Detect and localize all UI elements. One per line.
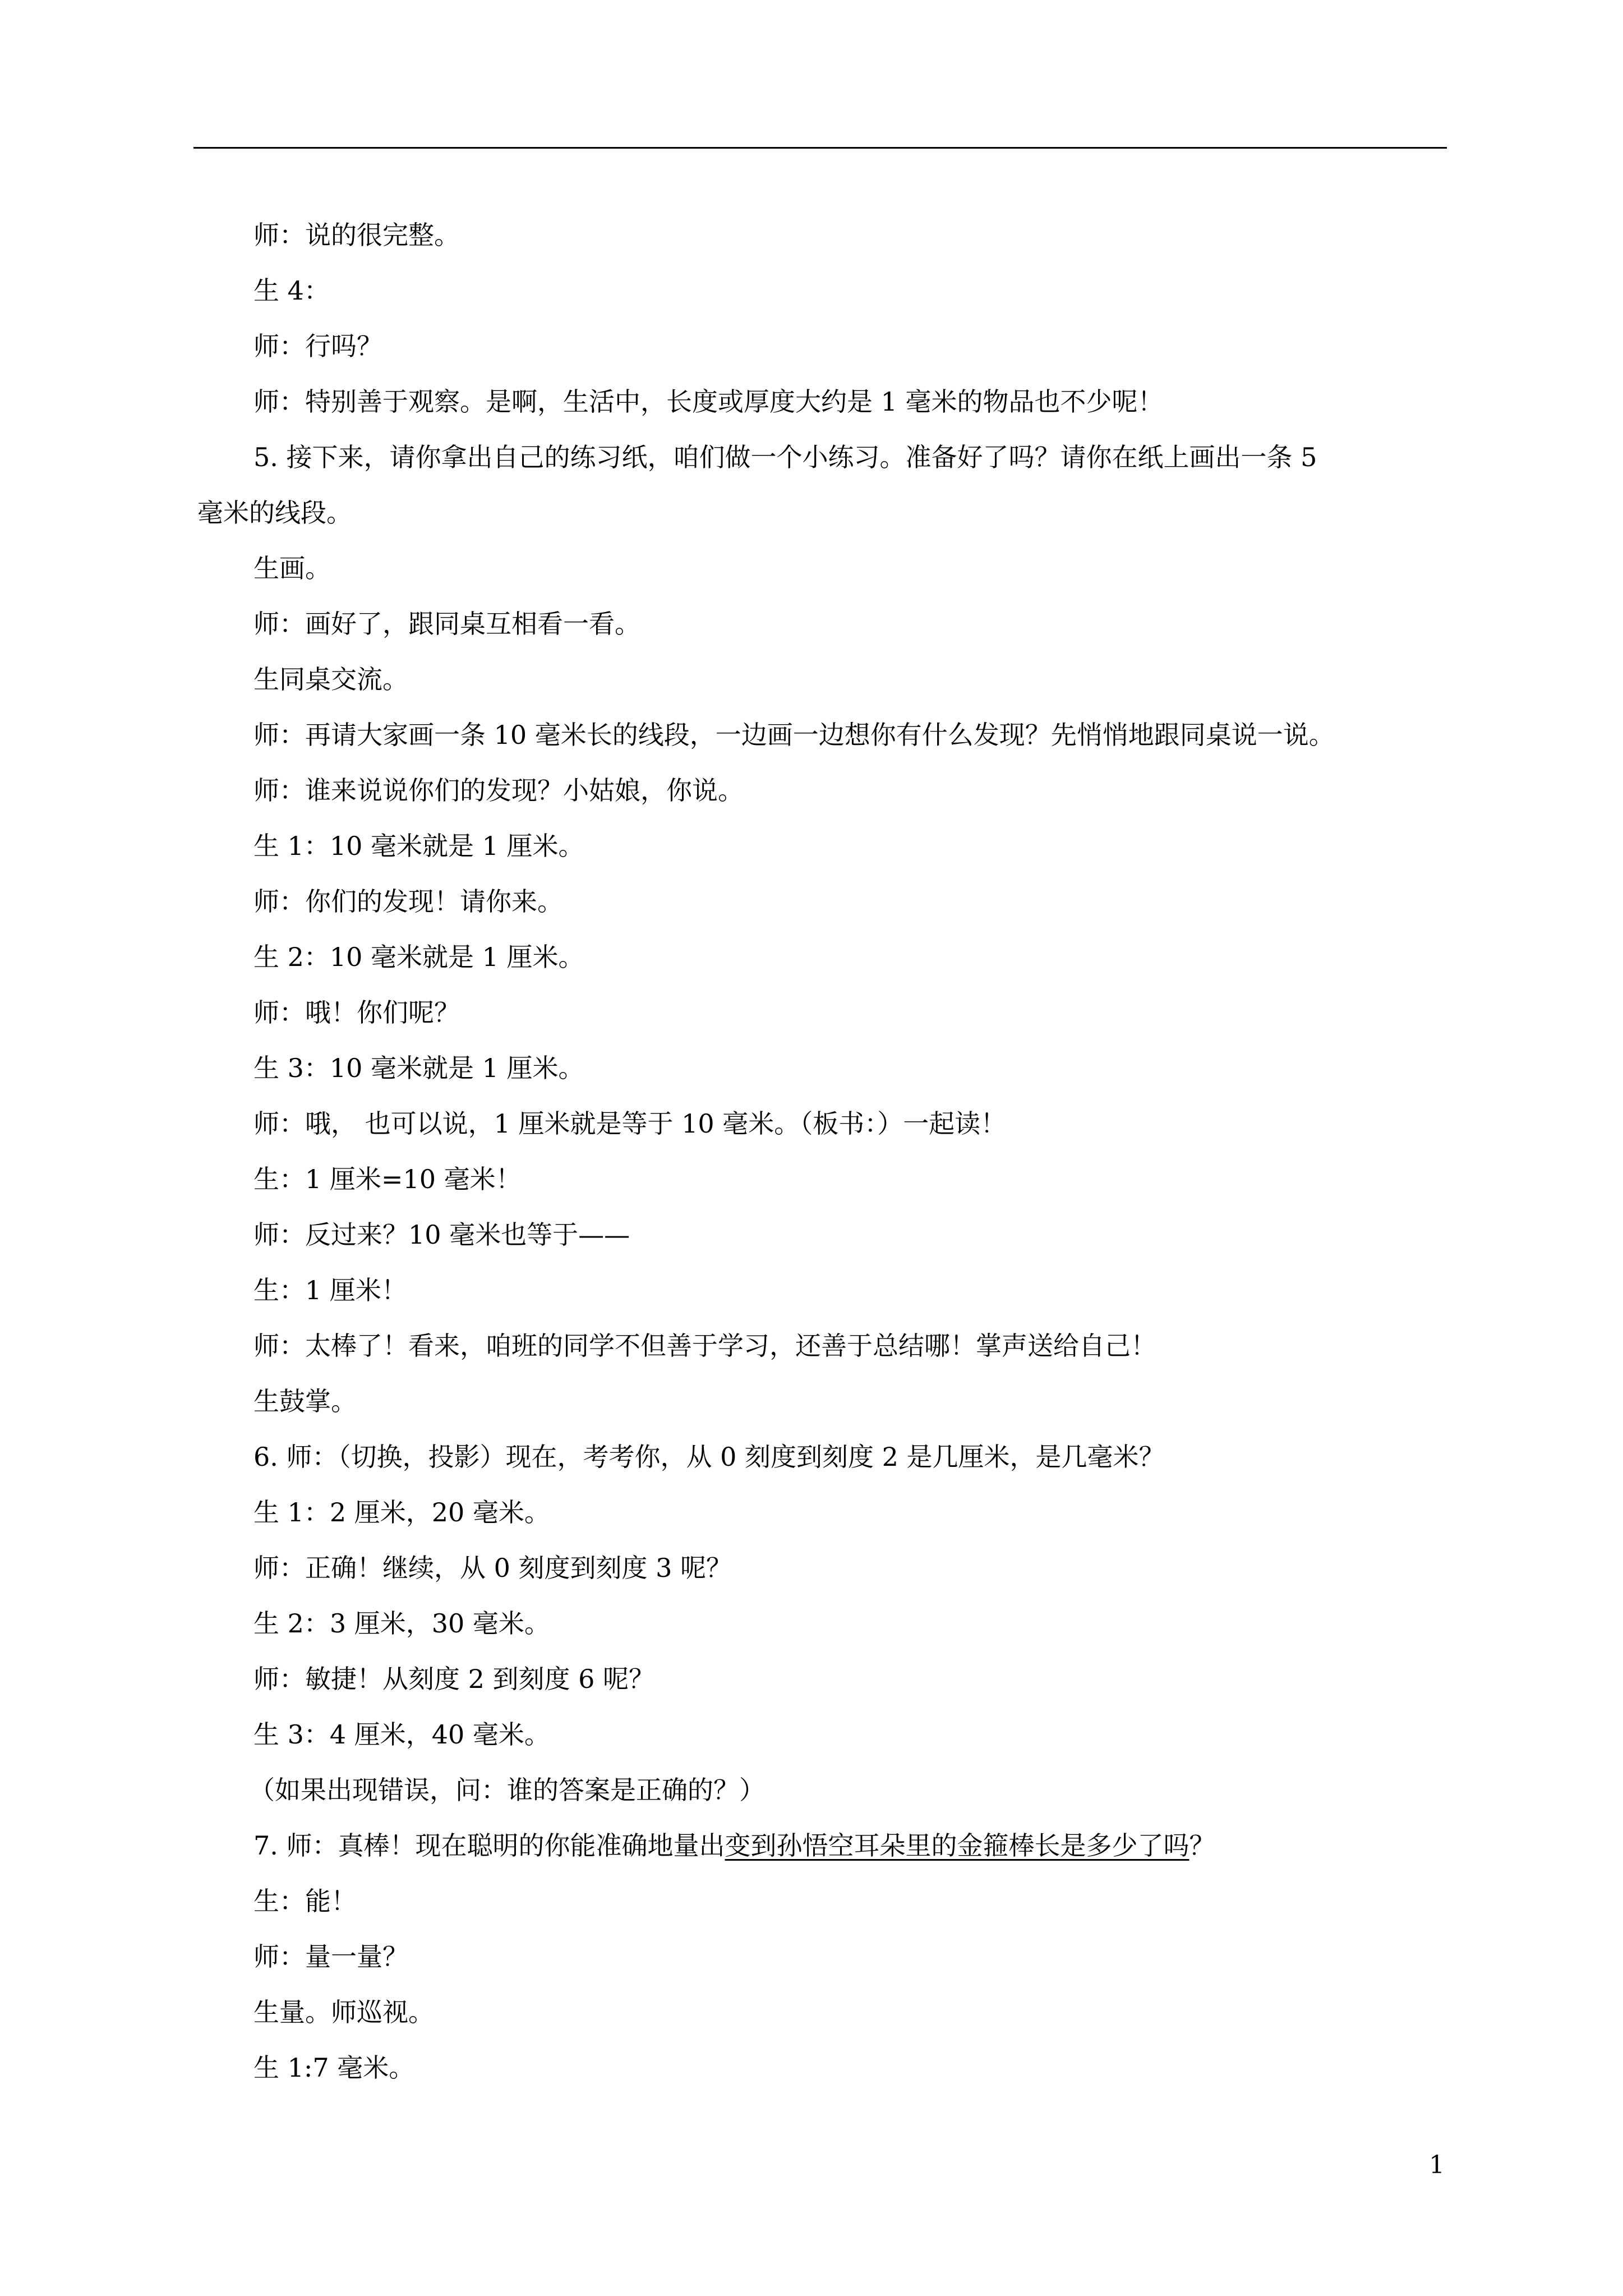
paragraph-line: 生 1：10 毫米就是 1 厘米。 (253, 831, 584, 861)
paragraph-line: 生：能！ (253, 1886, 357, 1916)
header-rule (193, 147, 1447, 149)
paragraph-line-7 (197, 1818, 1448, 1874)
paragraph-line: 师：你们的发现！请你来。 (253, 886, 563, 917)
paragraph-line: 生量。师巡视。 (253, 1997, 434, 2027)
paragraph-line: 生 2：10 毫米就是 1 厘米。 (253, 942, 584, 972)
paragraph-line: 师：正确！继续，从 0 刻度到刻度 3 呢？ (253, 1553, 732, 1583)
paragraph-line: 师：特别善于观察。是啊，生活中，长度或厚度大约是 1 毫米的物品也不少呢！ (253, 386, 1164, 417)
paragraph-line: 毫米的线段。 (197, 498, 352, 528)
underlined-phrase: 变到孙悟空耳朵里的金箍棒长是多少了吗 (725, 1830, 1189, 1861)
paragraph-line: 师：谁来说说你们的发现？小姑娘，你说。 (253, 775, 744, 806)
paragraph-line: 师：量一量？ (253, 1941, 408, 1972)
paragraph-line: 师：太棒了！看来，咱班的同学不但善于学习，还善于总结哪！掌声送给自己！ (253, 1331, 1156, 1361)
paragraph-line: 生 2：3 厘米，30 毫米。 (253, 1608, 550, 1639)
paragraph-line: 生：1 厘米=10 毫米！ (253, 1164, 522, 1194)
paragraph-line: 生 4： (253, 275, 330, 306)
paragraph-line: 生：1 厘米！ (253, 1275, 407, 1305)
page-number: 1 (1429, 2151, 1445, 2179)
paragraph-line: 师：哦！你们呢？ (253, 997, 460, 1028)
body-text (197, 208, 1448, 2096)
paragraph-line: 师：再请大家画一条 10 毫米长的线段，一边画一边想你有什么发现？先悄悄地跟同桌说一说。 (253, 720, 1335, 750)
line-7-after: ？ (1189, 1830, 1215, 1861)
paragraph-line: 生 1：2 厘米，20 毫米。 (253, 1497, 550, 1527)
paragraph-line: 师：哦， 也可以说，1 厘米就是等于 10 毫米。（板书：）一起读！ (253, 1108, 1007, 1139)
line-7-before: 7. 师：真棒！现在聪明的你能准确地量出 (253, 1830, 725, 1861)
paragraph-line: 师：反过来？10 毫米也等于—— (253, 1220, 630, 1250)
paragraph-line: （如果出现错误，问：谁的答案是正确的？） (249, 1775, 765, 1805)
paragraph-line: 师：画好了，跟同桌互相看一看。 (253, 609, 640, 639)
paragraph-line: 生 1:7 毫米。 (253, 2053, 415, 2083)
paragraph-line: 师：说的很完整。 (253, 220, 460, 250)
paragraph-line: 生同桌交流。 (253, 664, 408, 694)
paragraph-line: 生 3：4 厘米，40 毫米。 (253, 1719, 550, 1750)
paragraph-line: 生鼓掌。 (253, 1386, 357, 1416)
paragraph-line: 6. 师：（切换，投影）现在，考考你，从 0 刻度到刻度 2 是几厘米，是几毫米？ (253, 1442, 1165, 1472)
paragraph-line: 师：敏捷！从刻度 2 到刻度 6 呢？ (253, 1664, 655, 1694)
paragraph-line: 师：行吗？ (253, 331, 382, 361)
paragraph-line: 生画。 (253, 553, 331, 583)
paragraph-line: 5. 接下来，请你拿出自己的练习纸，咱们做一个小练习。准备好了吗？请你在纸上画出一条 5 (253, 442, 1317, 472)
paragraph-line: 生 3：10 毫米就是 1 厘米。 (253, 1053, 584, 1083)
